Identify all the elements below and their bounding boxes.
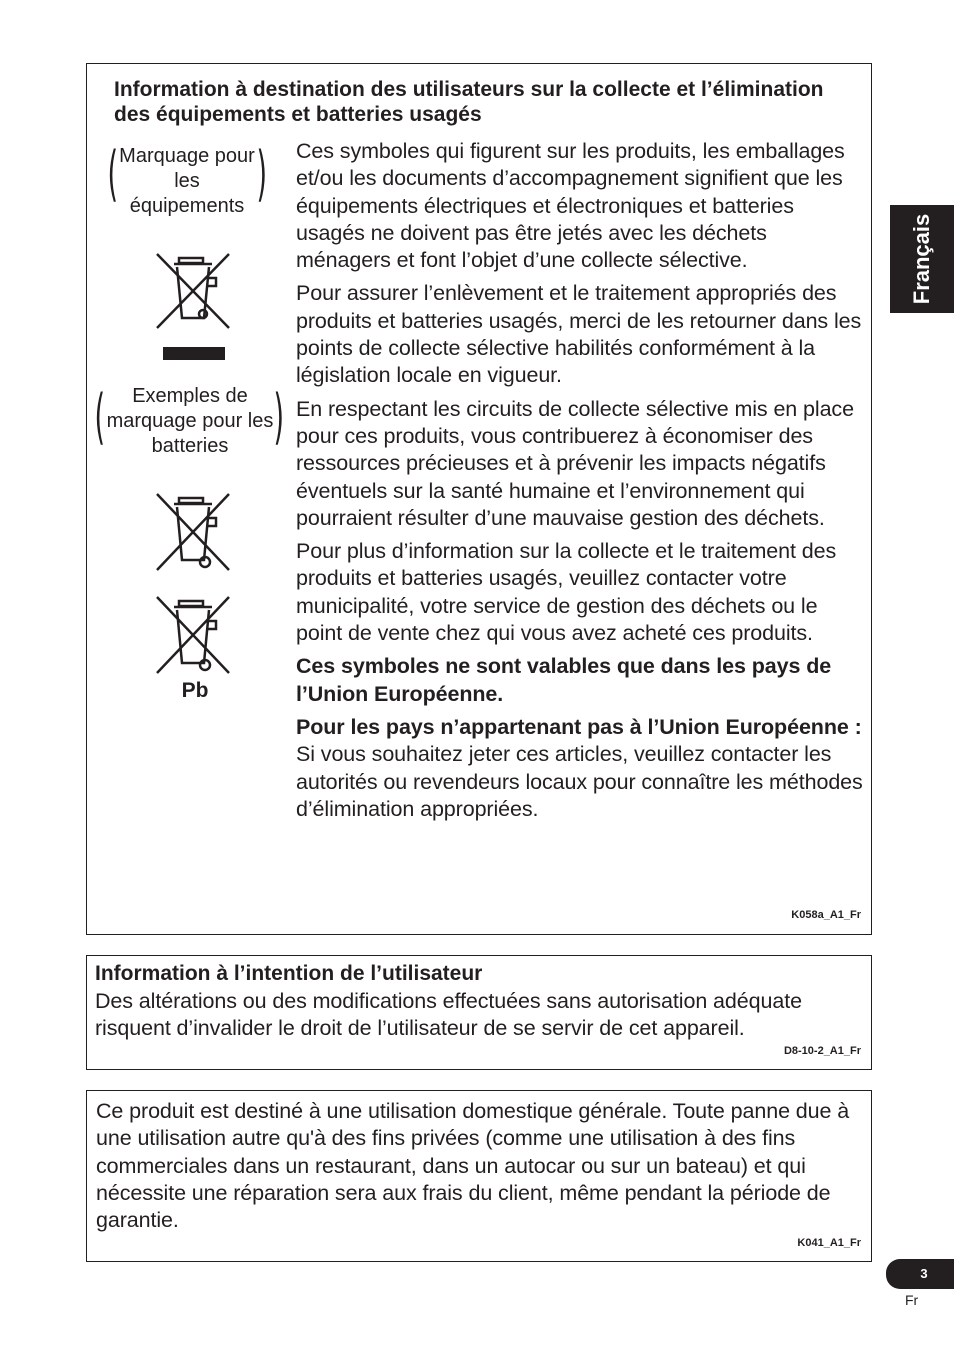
user-info-heading: Information à l’intention de l’utilisateur [95,962,483,985]
battery-crossed-bin-icon [153,490,233,574]
right-parenthesis: ) [273,382,284,452]
paragraph: Pour assurer l’enlèvement et le traitement appropriés des produits et batteries usagés, merci de les retourner dans les points de collecte sélective habilités conformément à la législation locale en vigueur. [296,281,862,388]
battery-marking-label: Exemples de marquage pour les batteries [106,385,274,457]
paragraph: Ces symboles qui figurent sur les produits, les emballages et/ou les documents d’accompagnement signifient que les équipements électriques et électroniques et batteries usagés ne doivent pas être jetés avec les déchets ménagers et font l’objet d’une collecte sélective. [296,139,845,273]
paragraph: En respectant les circuits de collecte sélective mis en place pour ces produits, vous contribuerez à économiser des ressources précieuses et à prévenir les impacts négatifs éventuels sur la santé humaine et l’environnement qui pourraient résulter d’une mauvaise gestion des déchets. [296,396,854,530]
language-tab-label: Français [909,213,934,305]
weee-disposal-notice [86,63,872,935]
left-parenthesis: ( [94,382,105,452]
domestic-use-body: Ce produit est destiné à une utilisation domestique générale. Toute panne due à une utilisation autre qu'à des fins privées (comme une utilisation à des fins commerciales dans un restaurant, dans un autocar ou sur un bateau) et qui nécessite une réparation sera aux frais du client, même pendant la période de garantie. [96,1099,850,1233]
language-side-tab [890,205,954,313]
language-code: Fr [905,1292,919,1308]
weee-body [296,138,866,823]
document-code: D8-10-2_A1_Fr [783,1045,861,1057]
battery-crossed-bin-pb-icon [153,593,233,677]
left-parenthesis: ( [107,139,118,209]
domestic-use-notice [86,1090,872,1262]
right-parenthesis: ) [256,139,267,209]
non-eu-heading: Pour les pays n’appartenant pas à l’Union Européenne : [296,714,862,739]
black-bar-marking [163,347,225,360]
non-eu-text: Si vous souhaitez jeter ces articles, veuillez contacter les autorités ou revendeurs locaux pour connaître les méthodes d’élimination appropriées. [296,742,863,821]
weee-heading: Information à destination des utilisateurs sur la collecte et l’élimination des équipements et batteries usagés [114,78,824,126]
document-code: K058a_A1_Fr [791,909,861,921]
lead-chemical-symbol: Pb [181,679,209,702]
user-information-notice [86,955,872,1070]
paragraph: Pour plus d’information sur la collecte et le traitement des produits et batteries usagés, veuillez contacter votre municipalité, votre service de gestion des déchets ou le point de vente chez qui vous avez acheté ces produits. [296,539,837,646]
document-code: K041_A1_Fr [797,1237,861,1249]
page-number: 3 [886,1259,954,1289]
equipment-marking-label: Marquage pour les équipements [119,145,255,217]
user-info-body: Des altérations ou des modifications effectuées sans autorisation adéquate risquent d’invalider le droit de l’utilisateur de se servir de cet appareil. [95,989,802,1041]
eu-only-notice: Ces symboles ne sont valables que dans les pays de l’Union Européenne. [296,654,832,706]
weee-crossed-bin-icon [153,250,233,332]
